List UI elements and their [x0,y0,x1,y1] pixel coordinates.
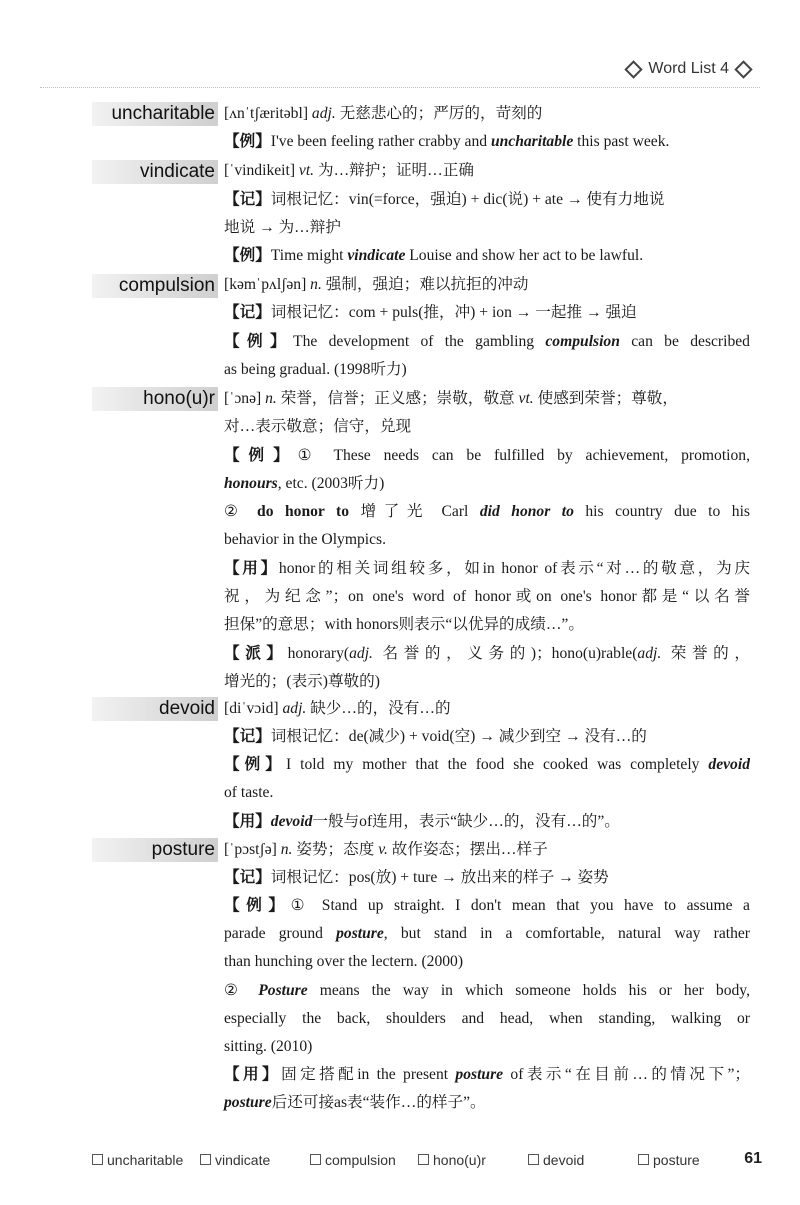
headword: vindicate [92,160,218,184]
memory-line: 【记】词根记忆：vin(=force，强迫) + dic(说) + ate → 使有力地说 [224,191,665,208]
example-line: as being gradual. (1998听力) [224,361,407,378]
example-line: parade ground posture, but stand in a comfortable, natural way rather [224,925,750,942]
diamond-icon [625,60,643,78]
example-line: 【例】① Stand up straight. I don't mean that you have to assume a [224,897,750,914]
footer-checkbox-item[interactable] [638,1152,700,1168]
footer-item-label: vindicate [215,1152,271,1168]
example-line: honours, etc. (2003听力) [224,475,385,492]
footer-item-label: devoid [543,1152,585,1168]
example-line: of taste. [224,784,274,801]
footer-checkbox-item[interactable] [200,1152,270,1168]
headword: compulsion [92,274,218,298]
example-line: 【例】I've been feeling rather crabby and uncharitable this past week. [224,133,670,150]
headword: uncharitable [92,102,218,126]
footer-checkbox-item[interactable] [310,1152,396,1168]
checkbox-icon[interactable] [310,1154,321,1165]
checkbox-icon[interactable] [528,1154,539,1165]
headword: posture [92,838,218,862]
checkbox-icon[interactable] [638,1154,649,1165]
memory-line: 【记】词根记忆：de(减少) + void(空) → 减少到空 → 没有…的 [224,728,647,745]
example-line: sitting. (2010) [224,1038,313,1055]
definition-line: [ʌnˈtʃæritəbl] adj. 无慈悲心的；严厉的，苛刻的 [224,105,543,122]
example-line: ② do honor to 增了光 Carl did honor to his country due to his [224,503,750,520]
derivative-line: 增光的；(表示)尊敬的) [224,673,380,690]
headword: hono(u)r [92,387,218,411]
checkbox-icon[interactable] [200,1154,211,1165]
footer-item-label: compulsion [325,1152,396,1168]
checkbox-icon[interactable] [92,1154,103,1165]
definition-line: [kəmˈpʌlʃən] n. 强制，强迫；难以抗拒的冲动 [224,276,529,293]
usage-line: 【用】固定搭配in the present posture of表示“在目前…的情况下”； [224,1066,750,1083]
example-line: 【例】I told my mother that the food she cooked was completely devoid [224,756,750,773]
footer-checkbox-item[interactable] [528,1152,584,1168]
definition-line: [ˈvindikeit] vt. 为…辩护；证明…正确 [224,162,474,179]
usage-line: posture后还可接as表“装作…的样子”。 [224,1094,486,1111]
definition-line: [ˈɔnə] n. 荣誉，信誉；正义感；崇敬，敬意 vt. 使感到荣誉；尊敬， [224,390,678,407]
header-title: Word List 4 [648,60,729,77]
example-line: ② Posture means the way in which someone holds his or her body, [224,982,750,999]
memory-line: 【记】词根记忆：com + puls(推，冲) + ion → 一起推 → 强迫 [224,304,637,321]
example-line: 【例】The development of the gambling compulsion can be described [224,333,750,350]
example-line: behavior in the Olympics. [224,531,386,548]
usage-line: 祝，为纪念”；on one's word of honor或on one's honor都是“以名誉 [224,588,750,605]
footer-item-label: posture [653,1152,700,1168]
usage-line: 担保”的意思；with honors则表示“以优异的成绩…”。 [224,616,584,633]
diamond-icon [734,60,752,78]
example-line: than hunching over the lectern. (2000) [224,953,464,970]
running-header [627,60,750,78]
header-rule [40,87,760,88]
footer-checkbox-item[interactable] [92,1152,183,1168]
checkbox-icon[interactable] [418,1154,429,1165]
footer-item-label: hono(u)r [433,1152,486,1168]
page-number: 61 [744,1150,762,1167]
example-line: 【例】Time might vindicate Louise and show her act to be lawful. [224,247,644,264]
footer-item-label: uncharitable [107,1152,184,1168]
derivative-line: 【派】honorary(adj. 名誉的，义务的)；hono(u)rable(adj. 荣誉的， [224,645,750,662]
headword: devoid [92,697,218,721]
example-line: 【例】① These needs can be fulfilled by achievement, promotion, [224,447,750,464]
example-line: especially the back, shoulders and head, when standing, walking or [224,1010,750,1027]
definition-line: 对…表示敬意；信守，兑现 [224,418,412,435]
definition-line: [ˈpɔstʃə] n. 姿势；态度 v. 故作姿态；摆出…样子 [224,841,548,858]
footer-checkbox-item[interactable] [418,1152,486,1168]
memory-line: 地说 → 为…辩护 [224,219,341,236]
usage-line: 【用】devoid一般与of连用，表示“缺少…的，没有…的”。 [224,813,620,830]
definition-line: [diˈvɔid] adj. 缺少…的，没有…的 [224,700,451,717]
usage-line: 【用】honor的相关词组较多，如in honor of表示“对…的敬意，为庆 [224,560,750,577]
memory-line: 【记】词根记忆：pos(放) + ture → 放出来的样子 → 姿势 [224,869,609,886]
